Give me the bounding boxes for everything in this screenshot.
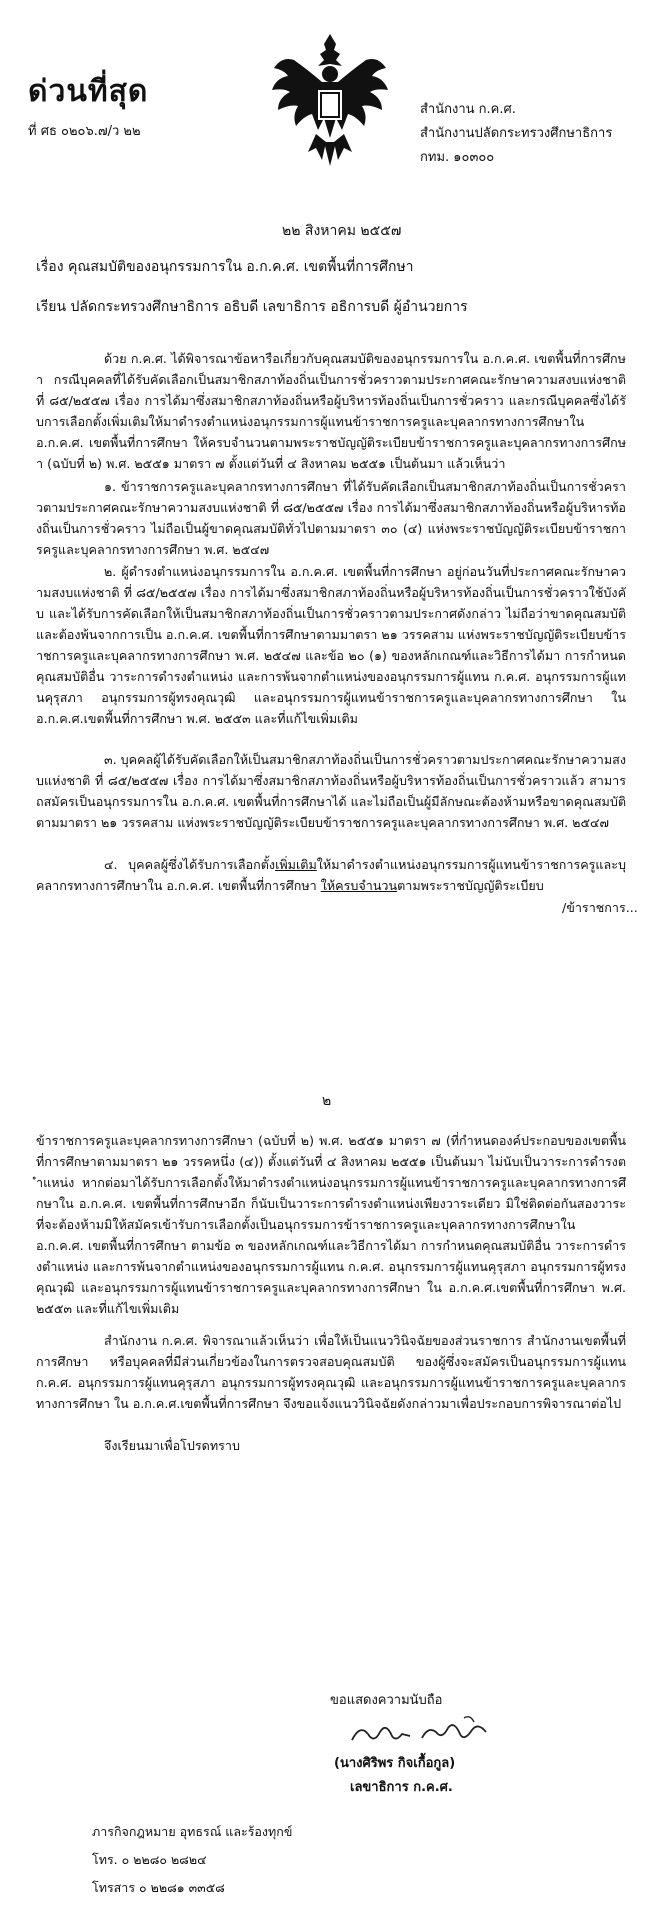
item-4-underlined-text: เพิ่มเติม	[275, 857, 317, 872]
office-line: สำนักงาน ก.ค.ศ.	[420, 102, 516, 117]
addressee-line: เรียน ปลัดกระทรวงศึกษาธิการ อธิบดี เลขาธิการ อธิการบดี ผู้อำนวยการ	[36, 299, 468, 315]
item-4-text: ๔. บุคคลผู้ซึ่งได้รับการเลือกตั้ง	[104, 857, 276, 872]
page-number: ๒	[322, 1093, 332, 1109]
item-4-underlined-text: ให้ครบจำนวน	[320, 878, 398, 893]
urgency-label: ด่วนที่สุด	[28, 74, 149, 109]
office-line: สำนักงานปลัดกระทรวงศึกษาธิการ	[420, 126, 613, 141]
continuation-mark: /ข้าราชการ...	[562, 900, 638, 915]
garuda-emblem-icon	[268, 30, 392, 170]
signatory-position: เลขาธิการ ก.ค.ศ.	[350, 1780, 453, 1795]
page-2-paragraph-3: จึงเรียนมาเพื่อโปรดทราบ	[104, 1438, 240, 1453]
item-4-text: ตามพระราชบัญญัติระเบียบ	[397, 878, 544, 893]
page-2-paragraph-2: สำนักงาน ก.ค.ศ. พิจารณาแล้วเห็นว่า เพื่อให้เป็นแนววินิจฉัยของส่วนราชการ สำนักงานเขตพื้นที่การศึกษา หรือบุคคลที่มีส่วนเกี่ยวข้องในการตรวจสอบคุณสมบัติ ของผู้ซึ่งจะสมัครเป็นอนุกรรมการผู้แทน ก.ค.ศ. อนุกรรมการผู้แทนคุรุสภา อนุกรรมการผู้ทรงคุณวุฒิ และอนุกรรมการผู้แทนข้าราชการครูและบุคลากรทางการศึกษา ใน อ.ก.ค.ศ.เขตพื้นที่การศึกษา จึงขอแจ้งแนววินิจฉัยดังกล่าวมาเพื่อประกอบการพิจารณาต่อไป	[36, 1333, 626, 1411]
item-1-paragraph: ๑. ข้าราชการครูและบุคลากรทางการศึกษา ที่ได้รับคัดเลือกเป็นสมาชิกสภาท้องถิ่นเป็นการชั่วคราวตามประกาศคณะรักษาความสงบแห่งชาติ ที่ ๘๕/๒๕๕๗ เรื่อง การได้มาซึ่งสมาชิกสภาท้องถิ่นหรือผู้บริหารท้องถิ่นเป็นการชั่วคราว ไม่ถือเป็นผู้ขาดคุณสมบัติทั่วไปตามมาตรา ๓๐ (๔) แห่งพระราชบัญญัติระเบียบข้าราชการครูและบุคลากรทางการศึกษา พ.ศ. ๒๕๔๗	[36, 479, 626, 557]
closing-phrase: ขอแสดงความนับถือ	[330, 1693, 443, 1708]
item-4-paragraph	[36, 854, 626, 896]
intro-paragraph: ด้วย ก.ค.ศ. ได้พิจารณาข้อหารือเกี่ยวกับคุณสมบัติของอนุกรรมการใน อ.ก.ค.ศ. เขตพื้นที่การศึกษา กรณีบุคคลที่ได้รับคัดเลือกเป็นสมาชิกสภาท้องถิ่นเป็นการชั่วคราวตามประกาศคณะรักษาความสงบแห่งชาติ ที่ ๘๕/๒๕๕๗ เรื่อง การได้มาซึ่งสมาชิกสภาท้องถิ่นหรือผู้บริหารท้องถิ่นเป็นการชั่วคราว และกรณีบุคคลซึ่งได้รับการเลือกตั้งเพิ่มเติมให้มาดำรงตำแหน่งอนุกรรมการผู้แทนข้าราชการครูและบุคลากรทางการศึกษาใน อ.ก.ค.ศ. เขตพื้นที่การศึกษา ให้ครบจำนวนตามพระราชบัญญัติระเบียบข้าราชการครูและบุคลากรทางการศึกษา (ฉบับที่ ๒) พ.ศ. ๒๕๕๑ มาตรา ๗ ตั้งแต่วันที่ ๔ สิงหาคม ๒๕๕๑ เป็นต้นมา แล้วเห็นว่า	[36, 351, 626, 471]
item-4-text: ให้มาดำรงตำแหน่งอนุกรรมการผู้แทนข้าราชการครูและบุคลากรทางการศึกษาใน อ.ก.ค.ศ. เขตพื้นที่การศึกษา	[36, 857, 626, 893]
signature-icon	[346, 1712, 496, 1752]
signatory-name: (นางศิริพร กิจเกื้อกูล)	[334, 1756, 456, 1771]
subject-line: เรื่อง คุณสมบัติของอนุกรรมการใน อ.ก.ค.ศ. เขตพื้นที่การศึกษา	[36, 259, 414, 275]
document-date: ๒๒ สิงหาคม ๒๕๕๗	[282, 223, 402, 239]
item-2-paragraph: ๒. ผู้ดำรงตำแหน่งอนุกรรมการใน อ.ก.ค.ศ. เขตพื้นที่การศึกษา อยู่ก่อนวันที่ประกาศคณะรักษาความสงบแห่งชาติ ที่ ๘๕/๒๕๕๗ เรื่อง การได้มาซึ่งสมาชิกสภาท้องถิ่นหรือผู้บริหารท้องถิ่นเป็นการชั่วคราวใช้บังคับ และได้รับการคัดเลือกให้เป็นสมาชิกสภาท้องถิ่นเป็นการชั่วคราวตามประกาศดังกล่าว ไม่ถือว่าขาดคุณสมบัติและต้องพ้นจากการเป็น อ.ก.ค.ศ. เขตพื้นที่การศึกษาตามมาตรา ๒๑ วรรคสาม แห่งพระราชบัญญัติระเบียบข้าราชการครูและบุคลากรทางการศึกษา พ.ศ. ๒๕๔๗ และข้อ ๒๐ (๑) ของหลักเกณฑ์และวิธีการได้มา การกำหนดคุณสมบัติอื่น วาระการดำรงตำแหน่ง และการพ้นจากตำแหน่งของอนุกรรมการผู้แทน ก.ค.ศ. อนุกรรมการผู้แทนคุรุสภา อนุกรรมการผู้ทรงคุณวุฒิ และอนุกรรมการผู้แทนข้าราชการครูและบุคลากรทางการศึกษา ใน อ.ก.ค.ศ.เขตพื้นที่การศึกษา พ.ศ. ๒๕๕๓ และที่แก้ไขเพิ่มเติม	[36, 564, 626, 726]
footer-fax: โทรสาร ๐ ๒๒๘๑ ๓๓๕๘	[92, 1880, 225, 1895]
footer-unit: ภารกิจกฎหมาย อุทธรณ์ และร้องทุกข์	[92, 1824, 293, 1839]
office-line: กทม. ๑๐๓๐๐	[420, 150, 495, 165]
footer-telephone: โทร. ๐ ๒๒๘๐ ๒๘๒๔	[92, 1852, 207, 1867]
reference-number: ที่ ศธ ๐๒๐๖.๗/ว ๒๒	[28, 124, 141, 139]
page-2-paragraph-1: ข้าราชการครูและบุคลากรทางการศึกษา (ฉบับที่ ๒) พ.ศ. ๒๕๕๑ มาตรา ๗ (ที่กำหนดองค์ประกอบของเขตพื้นที่การศึกษาตามมาตรา ๒๑ วรรคหนึ่ง (๔)) ตั้งแต่วันที่ ๔ สิงหาคม ๒๕๕๑ เป็นต้นมา ไม่นับเป็นวาระการดำรงตำแหน่ง หากต่อมาได้รับการเลือกตั้งให้มาดำรงตำแหน่งอนุกรรมการผู้แทนข้าราชการครูและบุคลากรทางการศึกษาใน อ.ก.ค.ศ. เขตพื้นที่การศึกษาอีก ก็นับเป็นวาระการดำรงตำแหน่งเพียงวาระเดียว มิใช่ติดต่อกันสองวาระที่จะต้องห้ามมิให้สมัครเข้ารับการเลือกตั้งเป็นอนุกรรมการข้าราชการครูและบุคลากรทางการศึกษาใน อ.ก.ค.ศ. เขตพื้นที่การศึกษา ตามข้อ ๓ ของหลักเกณฑ์และวิธีการได้มา การกำหนดคุณสมบัติอื่น วาระการดำรงตำแหน่ง และการพ้นจากตำแหน่งของอนุกรรมการผู้แทน ก.ค.ศ. อนุกรรมการผู้แทนคุรุสภา อนุกรรมการผู้ทรงคุณวุฒิ และอนุกรรมการผู้แทนข้าราชการครูและบุคลากรทางการศึกษา ใน อ.ก.ค.ศ.เขตพื้นที่การศึกษา พ.ศ. ๒๕๕๓ และที่แก้ไขเพิ่มเติม	[36, 1133, 626, 1316]
item-3-paragraph: ๓. บุคคลผู้ได้รับคัดเลือกให้เป็นสมาชิกสภาท้องถิ่นเป็นการชั่วคราวตามประกาศคณะรักษาความสงบแห่งชาติ ที่ ๘๕/๒๕๕๗ เรื่อง การได้มาซึ่งสมาชิกสภาท้องถิ่นหรือผู้บริหารท้องถิ่นเป็นการชั่วคราวแล้ว สามารถสมัครเป็นอนุกรรมการใน อ.ก.ค.ศ. เขตพื้นที่การศึกษาได้ และไม่ถือเป็นผู้มีลักษณะต้องห้ามหรือขาดคุณสมบัติตามมาตรา ๒๑ วรรคสาม แห่งพระราชบัญญัติระเบียบข้าราชการครูและบุคลากรทางการศึกษา พ.ศ. ๒๕๔๗	[36, 752, 626, 830]
